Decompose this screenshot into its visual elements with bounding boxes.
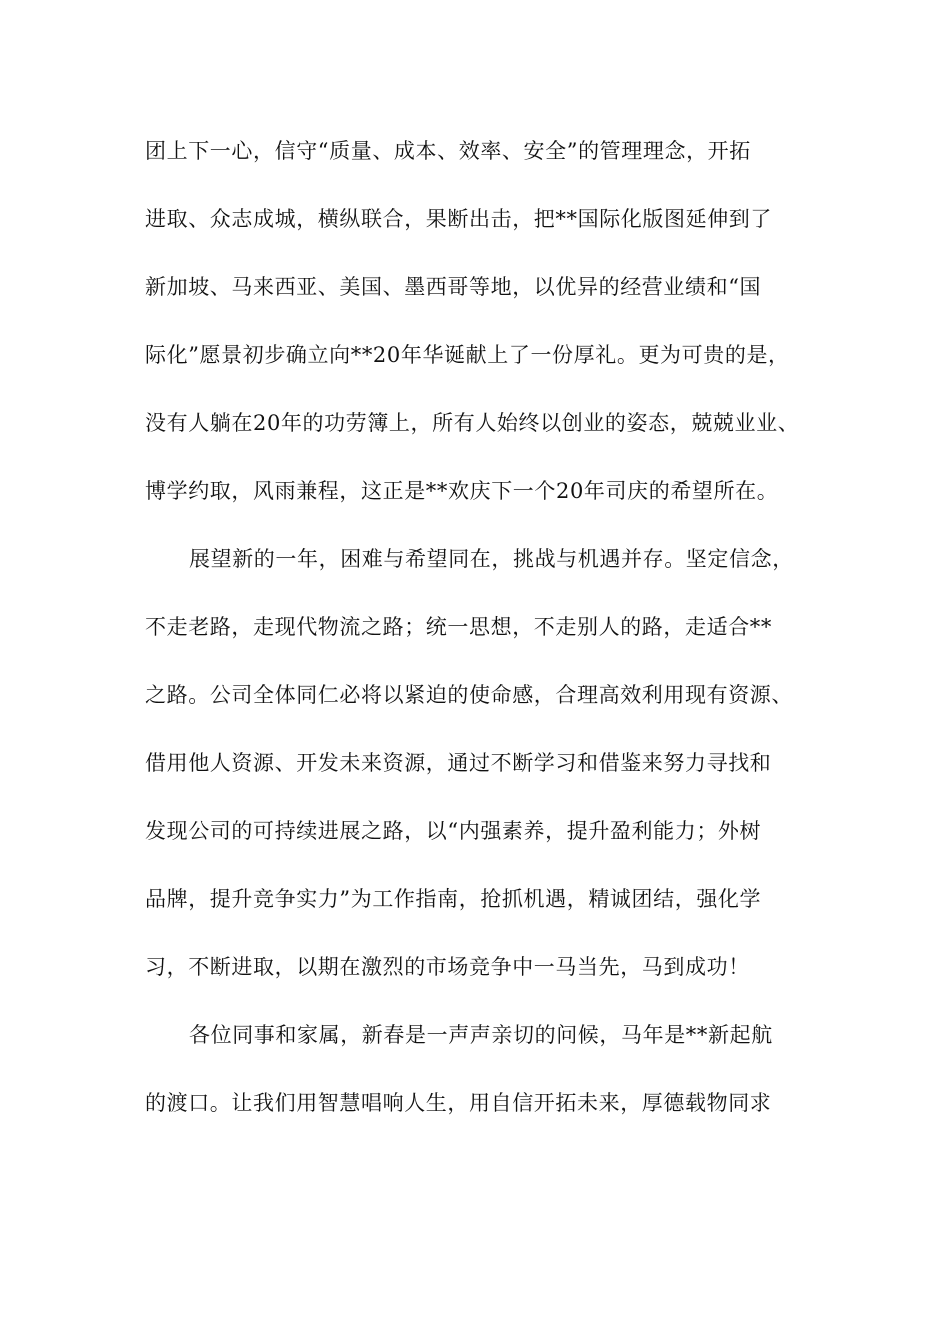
text-line: 发现公司的可持续进展之路，以“内强素养，提升盈利能力；外树	[145, 819, 762, 843]
paragraph-start-line: 各位同事和家属，新春是一声声亲切的问候，马年是**新起航	[189, 1023, 773, 1047]
text-line: 品牌，提升竞争实力”为工作指南，抢抓机遇，精诚团结，强化学	[145, 887, 762, 911]
body-text	[145, 128, 835, 1148]
paragraph-start-line: 展望新的一年，困难与希望同在，挑战与机遇并存。坚定信念，	[189, 547, 794, 571]
text-line: 际化”愿景初步确立向**20年华诞献上了一份厚礼。更为可贵的是，	[145, 343, 790, 367]
text-line: 博学约取，风雨兼程，这正是**欢庆下一个20年司庆的希望所在。	[145, 479, 779, 503]
text-line: 之路。公司全体同仁必将以紧迫的使命感，合理高效利用现有资源、	[145, 683, 793, 707]
text-line: 没有人躺在20年的功劳簿上，所有人始终以创业的姿态，兢兢业业、	[145, 411, 800, 435]
text-line: 借用他人资源、开发未来资源，通过不断学习和借鉴来努力寻找和	[145, 751, 772, 775]
text-line: 新加坡、马来西亚、美国、墨西哥等地，以优异的经营业绩和“国	[145, 275, 762, 299]
text-line: 团上下一心，信守“质量、成本、效率、安全”的管理理念，开拓	[145, 139, 751, 163]
text-line: 不走老路，走现代物流之路；统一思想，不走别人的路，走适合**	[145, 615, 772, 639]
text-line: 进取、众志成城，横纵联合，果断出击，把**国际化版图延伸到了	[145, 207, 772, 231]
text-line: 习，不断进取，以期在激烈的市场竞争中一马当先，马到成功！	[145, 955, 750, 979]
text-line: 的渡口。让我们用智慧唱响人生，用自信开拓未来，厚德载物同求	[145, 1091, 772, 1115]
